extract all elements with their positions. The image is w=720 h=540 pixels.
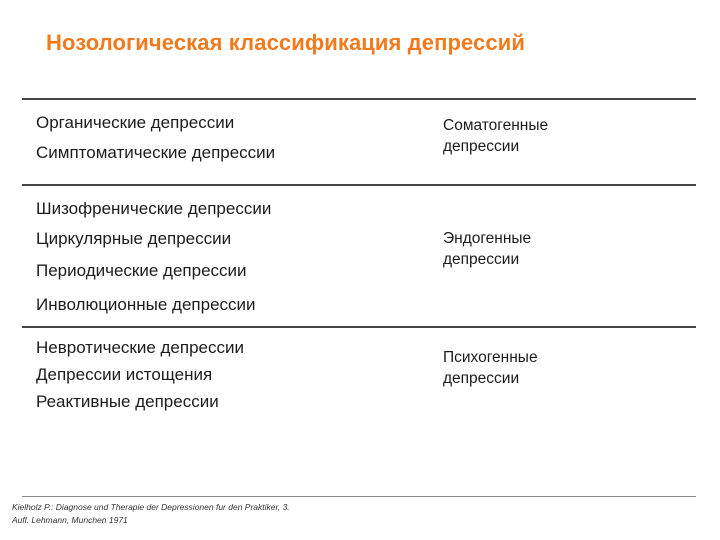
list-item: Невротические депрессии	[36, 338, 244, 357]
list-item: Инволюционные депрессии	[36, 295, 256, 314]
list-item: Реактивные депрессии	[36, 392, 219, 411]
category-label-line: Психогенные	[443, 349, 538, 366]
page-title: Нозологическая классификация депрессий	[46, 30, 525, 55]
list-item: Периодические депрессии	[36, 261, 247, 280]
category-label-line: депрессии	[443, 370, 520, 387]
citation-line: Aufl. Lehmann, Munchen 1971	[12, 515, 128, 525]
list-item: Циркулярные депрессии	[36, 229, 232, 248]
list-item: Органические депрессии	[36, 113, 235, 132]
footer-divider	[22, 496, 696, 497]
category-label-psychogenic	[443, 347, 538, 389]
category-label-line: депрессии	[443, 138, 520, 155]
category-label-somatogenic	[443, 115, 548, 157]
table-top-divider	[22, 98, 696, 100]
group-divider	[22, 326, 696, 328]
list-item: Депрессии истощения	[36, 365, 213, 384]
category-label-line: депрессии	[443, 251, 520, 268]
list-item: Шизофренические депрессии	[36, 199, 272, 218]
category-label-line: Соматогенные	[443, 117, 549, 134]
citation-line: Kielholz P.: Diagnose und Therapie der Depressionen fur den Praktiker, 3.	[12, 502, 290, 512]
category-label-line: Эндогенные	[443, 230, 532, 247]
category-label-endogenous	[443, 228, 531, 270]
list-item: Симптоматические депрессии	[36, 143, 276, 162]
citation	[12, 501, 290, 527]
group-divider	[22, 184, 696, 186]
